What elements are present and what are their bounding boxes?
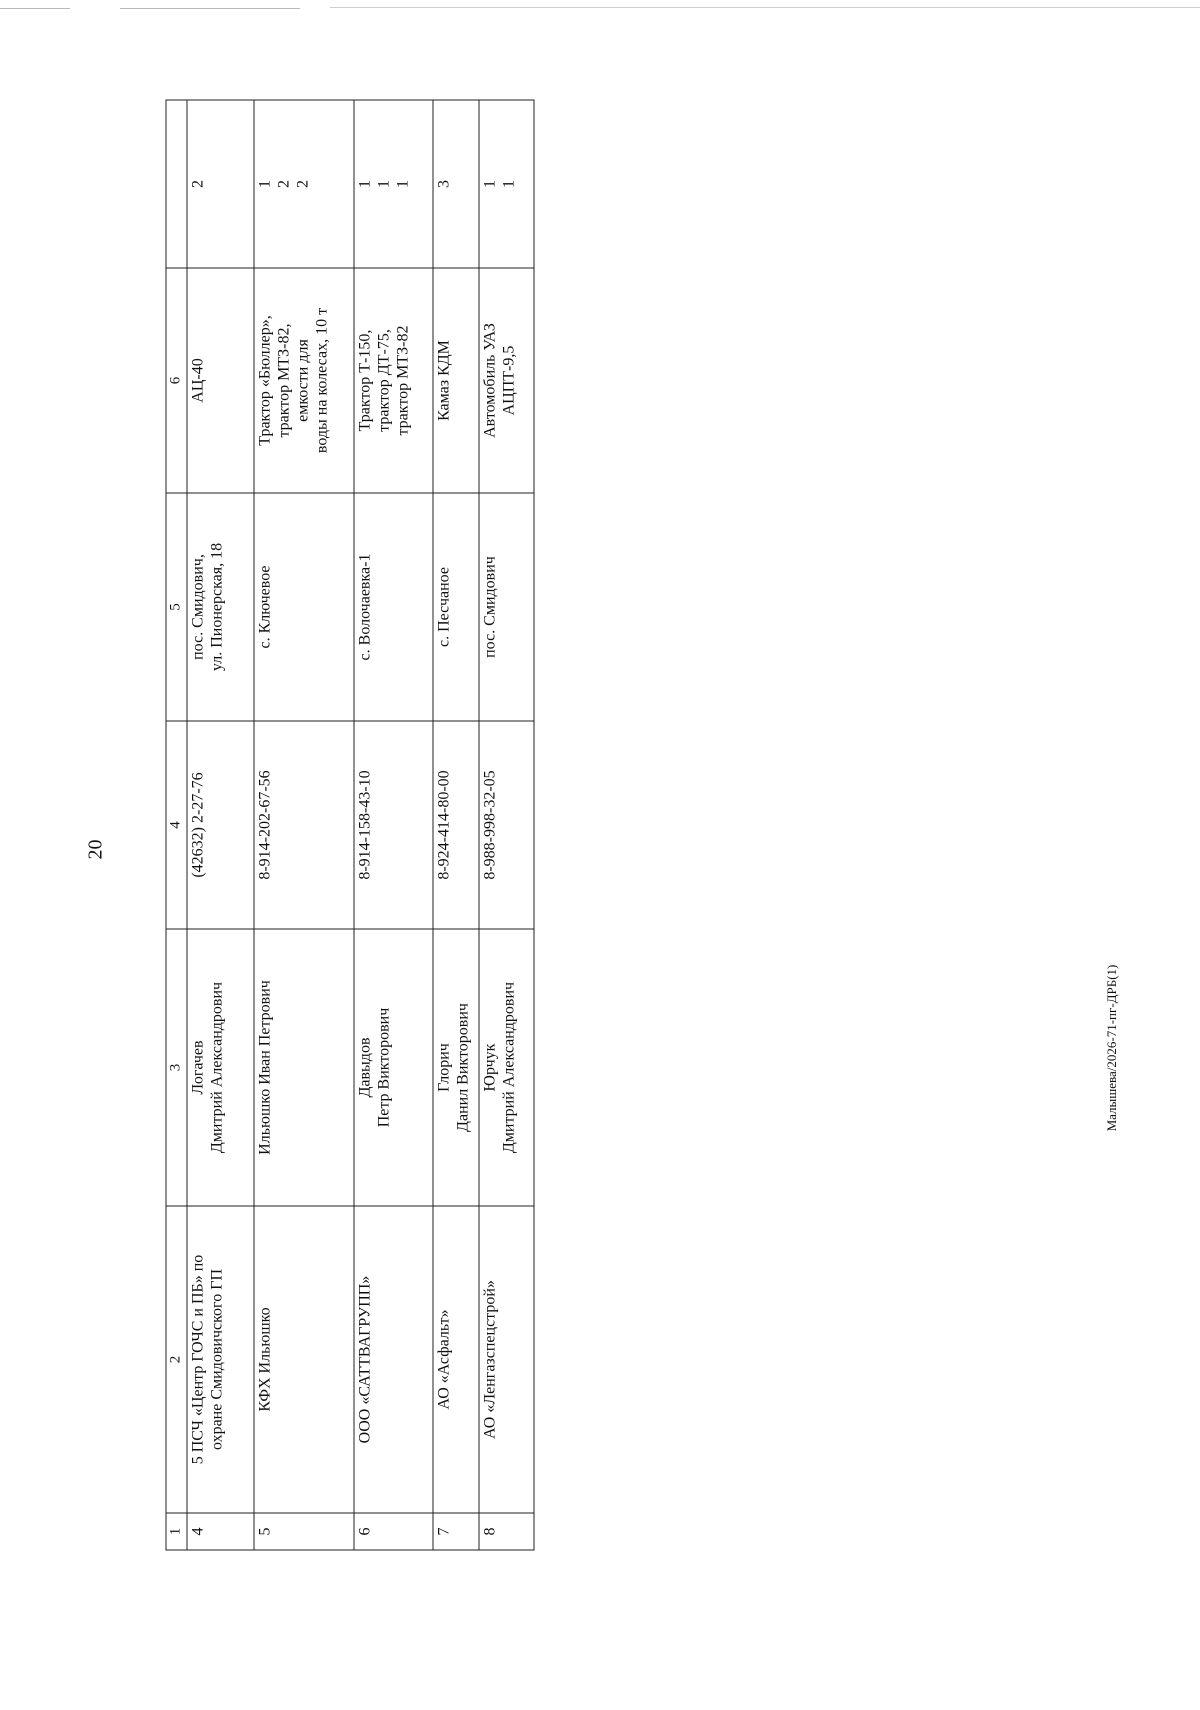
header-cell: 4 [166, 721, 187, 929]
row-number: 7 [433, 1513, 479, 1550]
row-number: 8 [479, 1513, 534, 1550]
phone-cell: 8-924-414-80-00 [433, 721, 479, 929]
phone-cell: 8-988-998-32-05 [479, 721, 534, 929]
quantity-cell [479, 100, 534, 268]
row-number: 5 [254, 1513, 355, 1550]
table-row [254, 100, 355, 1550]
quantity-cell-line: 2 [275, 180, 293, 188]
contact-person-cell-line: Дмитрий Александрович [500, 981, 518, 1154]
scan-edge-line [0, 8, 70, 9]
document-code: Малышева/2026-71-пг-ДРБ(1) [1104, 964, 1119, 1132]
header-cell [166, 100, 187, 268]
header-cell: 3 [166, 929, 187, 1206]
equipment-cell-line: трактор МТЗ-82, [275, 323, 293, 438]
equipment-cell-line: трактор ДТ-75, [375, 329, 393, 432]
table-row [479, 100, 534, 1550]
contact-person-cell-line: Логачев [189, 1040, 207, 1095]
organization-cell [433, 1206, 479, 1513]
quantity-cell [354, 100, 433, 268]
equipment-table [166, 100, 535, 1551]
quantity-cell-line: 1 [256, 180, 274, 188]
contact-person-cell-line: Ильюшко Иван Петрович [256, 980, 274, 1155]
organization-cell [354, 1206, 433, 1513]
address-cell [254, 493, 355, 721]
table-row [433, 100, 479, 1550]
equipment-cell [479, 268, 534, 493]
organization-cell-line: ООО «САТТВАГРУПП» [356, 1275, 374, 1444]
table-row [187, 100, 253, 1550]
phone-cell: (42632) 2-27-76 [187, 721, 253, 929]
address-cell [479, 493, 534, 721]
organization-cell [254, 1206, 355, 1513]
table-container [166, 101, 535, 1551]
equipment-cell [354, 268, 433, 493]
address-cell [354, 493, 433, 721]
scan-edge-line [120, 8, 300, 9]
quantity-cell-line: 1 [500, 180, 518, 188]
equipment-cell [433, 268, 479, 493]
equipment-cell-line: трактор МТЗ-82 [394, 325, 412, 436]
equipment-cell-line: емкости для [294, 339, 312, 422]
contact-person-cell [254, 929, 355, 1206]
table-row [354, 100, 433, 1550]
quantity-cell-line: 1 [394, 180, 412, 188]
quantity-cell-line: 1 [356, 180, 374, 188]
equipment-cell-line: АЦПТ-9,5 [500, 345, 518, 416]
address-cell-line: ул. Пионерская, 18 [208, 542, 226, 672]
organization-cell [479, 1206, 534, 1513]
equipment-cell-line: Автомобиль УАЗ [481, 323, 499, 438]
equipment-cell-line: АЦ-40 [189, 358, 207, 403]
address-cell-line: с. Ключевое [256, 565, 274, 649]
quantity-cell-line: 1 [481, 180, 499, 188]
address-cell [187, 493, 253, 721]
contact-person-cell [479, 929, 534, 1206]
organization-cell-line: 5 ПСЧ «Центр ГОЧС и ПБ» по [189, 1254, 207, 1465]
row-number: 6 [354, 1513, 433, 1550]
contact-person-cell-line: Юрчук [481, 1043, 499, 1092]
header-cell: 6 [166, 268, 187, 493]
address-cell-line: с. Песчаное [435, 567, 453, 647]
phone-cell: 8-914-202-67-56 [254, 721, 355, 929]
header-cell: 5 [166, 493, 187, 721]
organization-cell-line: КФХ Ильюшко [256, 1307, 274, 1412]
quantity-cell-line: 3 [435, 180, 453, 188]
address-cell [433, 493, 479, 721]
header-cell: 1 [166, 1513, 187, 1550]
address-cell-line: пос. Смидович [481, 556, 499, 658]
contact-person-cell-line: Данил Викторович [454, 1003, 472, 1132]
contact-person-cell-line: Давыдов [356, 1037, 374, 1098]
quantity-cell [187, 100, 253, 268]
quantity-cell-line: 2 [294, 180, 312, 188]
quantity-cell [433, 100, 479, 268]
contact-person-cell-line: Глорич [435, 1043, 453, 1092]
organization-cell-line: АО «Асфальт» [435, 1309, 453, 1410]
contact-person-cell [354, 929, 433, 1206]
equipment-cell [187, 268, 253, 493]
contact-person-cell-line: Петр Викторович [375, 1007, 393, 1128]
quantity-cell [254, 100, 355, 268]
equipment-cell-line: воды на колесах, 10 т [313, 307, 331, 454]
equipment-cell [254, 268, 355, 493]
contact-person-cell [187, 929, 253, 1206]
phone-cell: 8-914-158-43-10 [354, 721, 433, 929]
quantity-cell-line: 2 [189, 180, 207, 188]
header-row [166, 100, 187, 1550]
page-number: 20 [84, 839, 107, 860]
organization-cell-line: охране Смидовичского ГП [208, 1268, 226, 1451]
contact-person-cell-line: Дмитрий Александрович [208, 981, 226, 1154]
address-cell-line: пос. Смидович, [189, 554, 207, 660]
equipment-cell-line: Трактор «Бюллер», [256, 315, 274, 446]
organization-cell-line: АО «Ленгазспецстрой» [481, 1280, 499, 1439]
header-cell: 2 [166, 1206, 187, 1513]
address-cell-line: с. Волочаевка-1 [356, 553, 374, 661]
row-number: 4 [187, 1513, 253, 1550]
equipment-cell-line: Камаз КДМ [435, 340, 453, 421]
quantity-cell-line: 1 [375, 180, 393, 188]
organization-cell [187, 1206, 253, 1513]
equipment-cell-line: Трактор Т-150, [356, 329, 374, 432]
contact-person-cell [433, 929, 479, 1206]
scan-edge-line [330, 7, 1200, 8]
